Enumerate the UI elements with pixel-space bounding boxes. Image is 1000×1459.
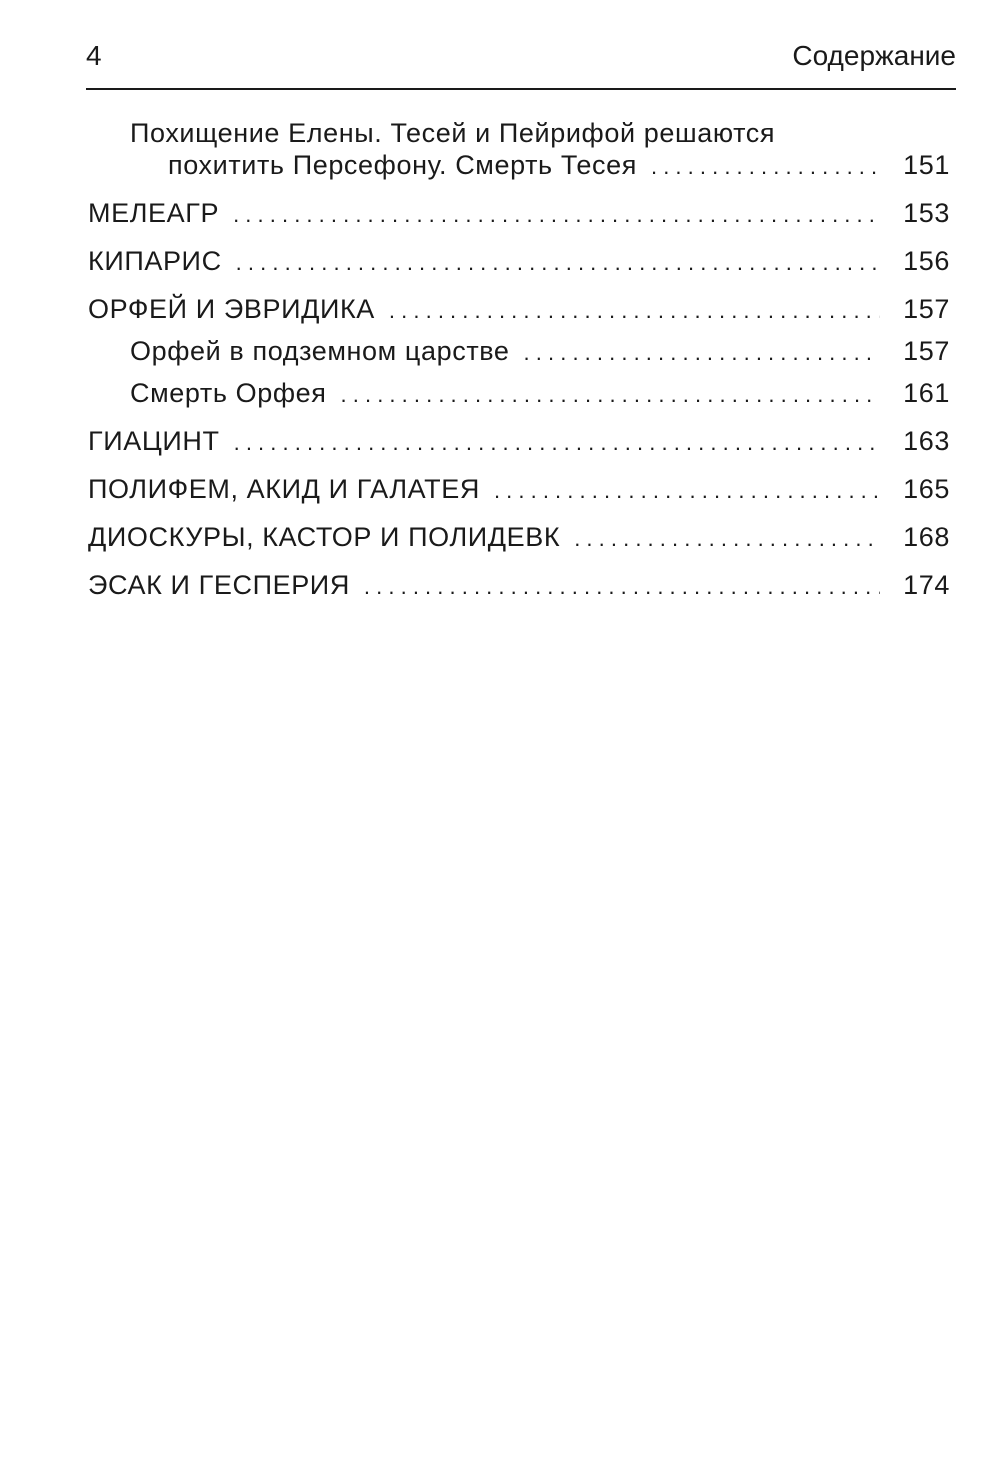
toc-entry: [88, 521, 950, 555]
running-title: Содержание: [792, 40, 956, 71]
toc-subentry: [88, 377, 950, 411]
toc-entry-page: 161: [903, 378, 950, 408]
toc-entry-title: ДИОСКУРЫ, КАСТОР И ПОЛИДЕВК: [88, 522, 561, 552]
toc-subentry: [88, 335, 950, 369]
dot-leader: [234, 427, 880, 459]
dot-leader: [341, 379, 880, 411]
dot-leader: [494, 475, 880, 507]
toc-entry-page: 157: [903, 294, 950, 324]
page-header: [86, 38, 956, 90]
toc-entry-title: Смерть Орфея: [130, 378, 327, 408]
toc-entry: [88, 245, 950, 279]
toc-entry-page: 157: [903, 336, 950, 366]
page-number: 4: [86, 40, 102, 71]
dot-leader: [364, 571, 880, 603]
toc-entry-page: 156: [903, 246, 950, 276]
toc-entry-page: 163: [903, 426, 950, 456]
toc-entry-title: ПОЛИФЕМ, АКИД И ГАЛАТЕЯ: [88, 474, 480, 504]
dot-leader: [651, 151, 880, 183]
toc-entry-title: МЕЛЕАГР: [88, 198, 220, 228]
toc-entry-page: 165: [903, 474, 950, 504]
toc-entry-title-line2: похитить Персефону. Смерть Тесея: [168, 150, 637, 180]
toc-entry-title-line1: Похищение Елены. Тесей и Пейрифой решаются: [130, 118, 776, 148]
toc-entry-title: ГИАЦИНТ: [88, 426, 220, 456]
toc-entry-title: Орфей в подземном царстве: [130, 336, 510, 366]
dot-leader: [389, 295, 880, 327]
toc-entry: [88, 293, 950, 327]
toc-entry-title: ОРФЕЙ И ЭВРИДИКА: [88, 294, 375, 324]
dot-leader: [236, 247, 880, 279]
toc-entry-page: 151: [903, 150, 950, 180]
toc-entry-page: 168: [903, 522, 950, 552]
table-of-contents: [88, 117, 950, 603]
dot-leader: [574, 523, 880, 555]
toc-entry: [88, 425, 950, 459]
toc-entry: [88, 117, 950, 183]
toc-entry-page: 153: [903, 198, 950, 228]
toc-entry-page: 174: [903, 570, 950, 600]
toc-entry: [88, 569, 950, 603]
toc-entry-title: КИПАРИС: [88, 246, 222, 276]
toc-entry-title: ЭСАК И ГЕСПЕРИЯ: [88, 570, 350, 600]
toc-entry: [88, 473, 950, 507]
dot-leader: [233, 199, 880, 231]
toc-entry: [88, 197, 950, 231]
dot-leader: [524, 337, 880, 369]
